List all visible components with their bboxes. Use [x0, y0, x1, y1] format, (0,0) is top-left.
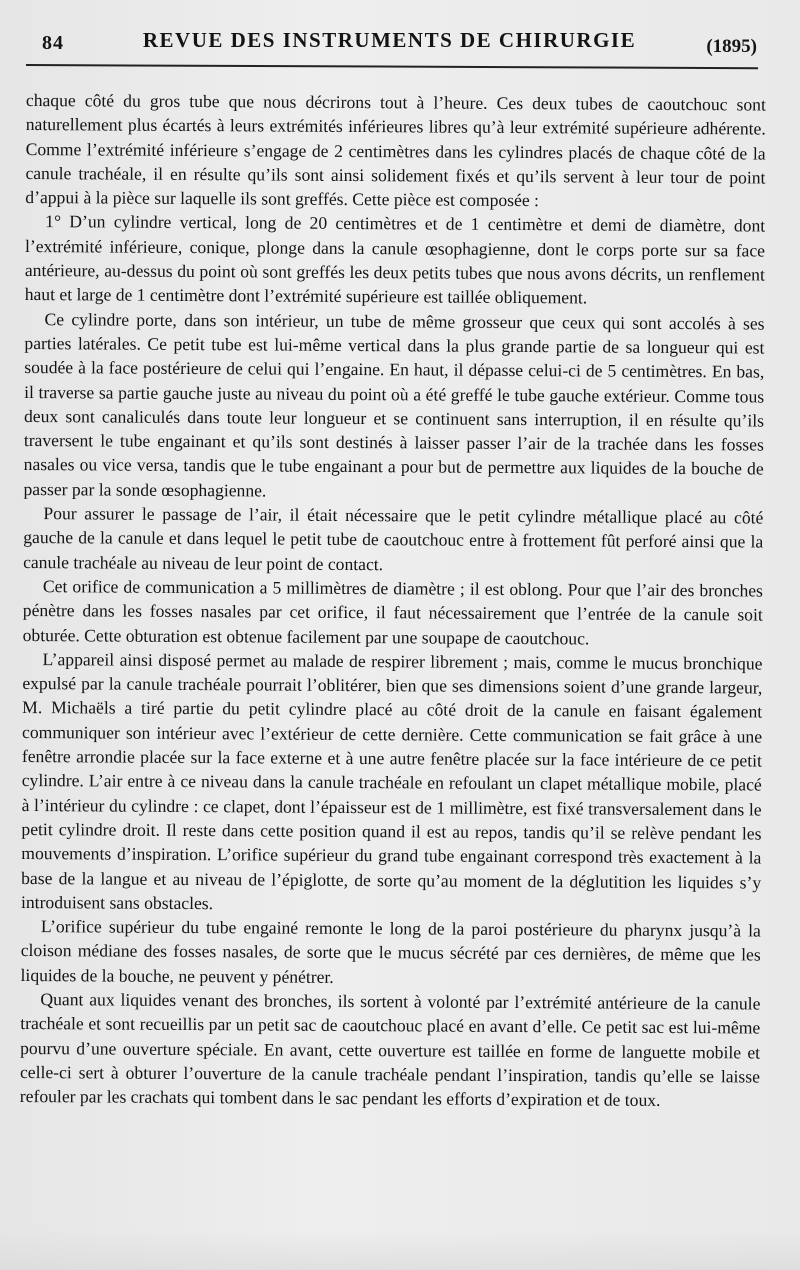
running-title: REVUE DES INSTRUMENTS DE CHIRURGIE	[142, 28, 637, 52]
paragraph: Quant aux liquides venant des bronches, ils sortent à volonté par l’extrémité antérieure de la canule trachéale et sont recueillis par un petit sac de caoutchouc placé en avant d’elle. Ce petit sac est lui-même pourvu d’une ouverture spéciale. En avant, cette ouverture est taillée en forme de languette mobile et celle-ci sert à obturer l’ouverture de la canule trachéale pendant l’inspiration, tandis qu’elle se laisse refouler par les crachats qui tombent dans le sac pendant les efforts d’expiration et de toux.	[19, 989, 761, 1111]
page-number: 84	[42, 32, 64, 54]
paragraph: Ce cylindre porte, dans son intérieur, un tube de même grosseur que ceux qui sont accolés à ses parties latérales. Ce petit tube est lui-même vertical dans la plus grande partie de sa longueur qui est soudée à la face postérieure de celui qui l’engaine. En haut, il dépasse celui-ci de 5 centimètres. En bas, il traverse sa partie gauche juste au niveau du point où a été greffé le tube gauche extérieur. Comme tous deux sont canaliculés dans toute leur longueur et se continuent sans interruption, il en résulte qu’ils traversent le tube engainant et qu’ils sont destinés à laisser passer l’air de la trachée dans les fosses nasales ou vice versa, tandis que le tube engainant a pour but de permettre aux liquides de la bouche de passer par la sonde œsophagienne.	[23, 308, 765, 501]
paragraph: Pour assurer le passage de l’air, il était nécessaire que le petit cylindre métallique placé au côté gauche de la canule et dans lequel le petit tube de caoutchouc entre à frottement fût perforé ainsi que la canule trachéale au niveau de leur point de contact.	[23, 503, 764, 574]
paragraph: Cet orifice de communication a 5 millimètres de diamètre ; il est oblong. Pour que l’air des bronches pénètre dans les fosses nasales par cet orifice, il faut nécessairement que l’entrée de la canule soit obturée. Cette obturation est obtenue facilement par une soupape de caoutchouc.	[22, 576, 764, 648]
paragraph: L’appareil ainsi disposé permet au malade de respirer librement ; mais, comme le mucus bronchique expulsé par la canule trachéale pourrait l’oblitérer, bien que ses dimensions soient d’une grande largeur, M. Michaëls a tiré partie du petit cylindre placé au côté droit de la canule en faisant également communiquer son intérieur avec l’extérieur de cette dernière. Cette communication se fait grâce à une fenêtre arrondie placée sur la face externe et à une autre fenêtre placée sur la face intérieure de ce petit cylindre. L’air entre à ce niveau dans la canule trachéale en refoulant un clapet métallique mobile, placé à l’intérieur du cylindre : ce clapet, dont l’épaisseur est de 1 millimètre, est fixé transversalement dans le petit cylindre droit. Il reste dans cette position quand il est au repos, tandis qu’il se relève pendant les mouvements d’inspiration. L’orifice supérieur du grand tube engainant correspond très exactement à la base de la langue et au niveau de l’épiglotte, de sorte qu’au moment de la déglutition les liquides s’y introduisent sans obstacles.	[20, 648, 763, 913]
paragraph: L’orifice supérieur du tube engainé remonte le long de la paroi postérieure du pharynx jusqu’à la cloison médiane des fosses nasales, de sorte que le mucus sécrété par ces dernières, de même que les liquides de la bouche, ne peuvent y pénétrer.	[20, 916, 761, 987]
publication-year: (1895)	[706, 36, 757, 57]
header-rule	[26, 64, 758, 69]
page-header	[22, 18, 757, 62]
article-body	[20, 88, 766, 1113]
paragraph: 1° D’un cylindre vertical, long de 20 centimètres et de 1 centimètre et demi de diamètre, dont l’extrémité inférieure, conique, plonge dans la canule œsophagienne, dont le corps porte sur sa face antérieure, au-dessus du point où sont greffés les deux petits tubes que nous avons décrits, un renflement haut et large de 1 centimètre dont l’extrémité supérieure est taillée obliquement.	[24, 211, 766, 308]
paragraph: chaque côté du gros tube que nous décrirons tout à l’heure. Ces deux tubes de caoutchouc sont naturellement plus écartés à leurs extrémités inférieures libres qu’à leur extrémité supérieure adhérente. Comme l’extrémité inférieure s’engage de 2 centimètres dans les cylindres placés de chaque côté de la canule trachéale, il en résulte qu’ils sont ainsi solidement fixés et qu’ils servent à leur tour de point d’appui à la pièce sur laquelle ils sont greffés. Cette pièce est composée :	[25, 89, 766, 211]
bleed-through-area	[0, 1230, 800, 1270]
